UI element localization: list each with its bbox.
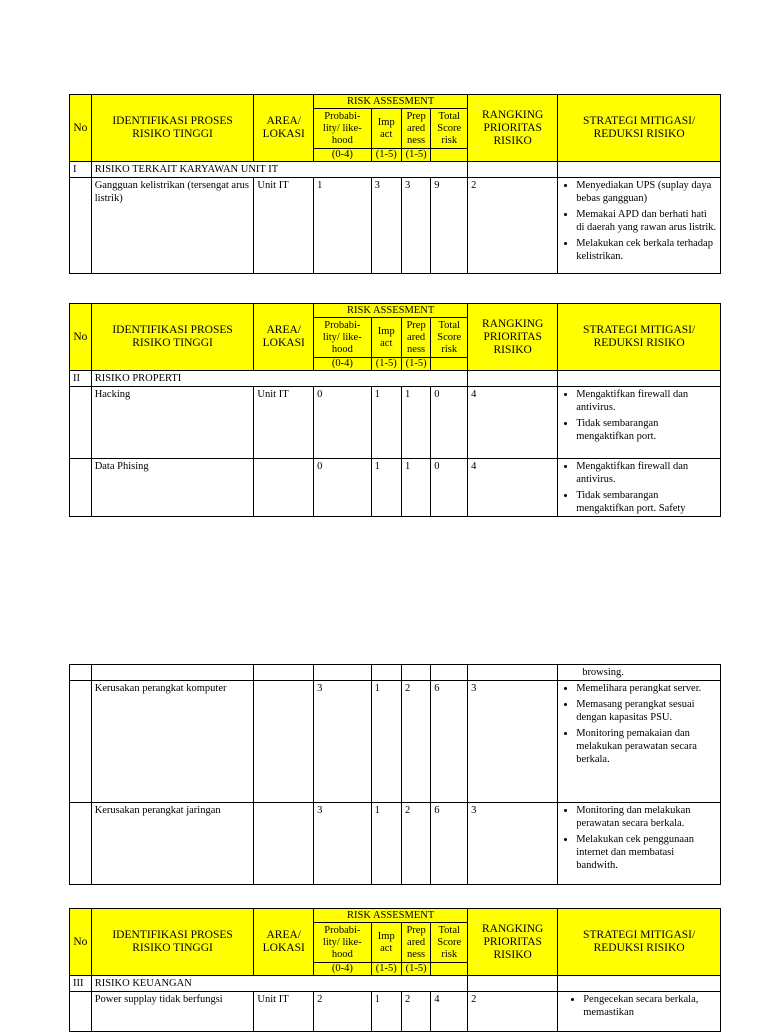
header-imp: Imp act (371, 923, 401, 963)
risk-name: Gangguan kelistrikan (tersengat arus listrik) (91, 178, 254, 274)
section-row (70, 371, 721, 387)
section-title: RISIKO KEUANGAN (91, 976, 467, 992)
table-row (70, 387, 721, 459)
risk-table-2 (69, 303, 721, 517)
risk-name: Kerusakan perangkat jaringan (91, 803, 254, 885)
risk-name: Kerusakan perangkat komputer (91, 681, 254, 803)
section-title: RISIKO TERKAIT KARYAWAN UNIT IT (91, 162, 467, 178)
header-total-empty (431, 963, 468, 976)
mitigasi-item: • Mengaktifkan firewall dan antivirus. (576, 388, 717, 414)
risk-mitigasi (558, 803, 721, 885)
risk-name: Data Phising (91, 459, 254, 517)
header-rangking: RANGKING PRIORITAS RISIKO (468, 95, 558, 162)
risk-table-3 (69, 908, 721, 1032)
table-row (70, 681, 721, 803)
risk-rank: 3 (468, 681, 558, 803)
header-prep-range: (1-5) (401, 149, 430, 162)
header-prep: Prep ared ness (401, 923, 430, 963)
risk-prep: 3 (401, 178, 430, 274)
mitigasi-item: • Menyediakan UPS (suplay daya bebas gangguan) (576, 179, 717, 205)
risk-imp: 1 (371, 992, 401, 1032)
risk-mitigasi (558, 387, 721, 459)
mitigasi-item: • Monitoring dan melakukan perawatan secara berkala. (576, 804, 717, 830)
header-imp-range: (1-5) (371, 149, 401, 162)
risk-rank: 4 (468, 459, 558, 517)
risk-name: Power supplay tidak berfungsi (91, 992, 254, 1032)
header-risk-assesment: RISK ASSESMENT (314, 95, 468, 109)
header-strategi: STRATEGI MITIGASI/ REDUKSI RISIKO (558, 909, 721, 976)
risk-area: Unit IT (254, 178, 314, 274)
risk-area (254, 681, 314, 803)
risk-total: 6 (431, 681, 468, 803)
risk-total: 9 (431, 178, 468, 274)
risk-imp: 1 (371, 387, 401, 459)
header-prob: Probabi-lity/ like-hood (314, 923, 372, 963)
header-prep-range: (1-5) (401, 963, 430, 976)
mitigasi-item: • Memakai APD dan berhati hati di daerah yang rawan arus listrik. (576, 208, 717, 234)
mitigasi-item: • Melakukan cek berkala terhadap kelistrikan. (576, 237, 717, 263)
risk-rank: 2 (468, 992, 558, 1032)
header-risk-assesment: RISK ASSESMENT (314, 304, 468, 318)
header-prep: Prep ared ness (401, 109, 430, 149)
header-prob-range: (0-4) (314, 149, 372, 162)
mitigasi-item: • Monitoring pemakaian dan melakukan perawatan secara berkala. (576, 727, 717, 766)
header-prep: Prep ared ness (401, 318, 430, 358)
risk-prep: 1 (401, 387, 430, 459)
risk-imp: 1 (371, 459, 401, 517)
header-strategi: STRATEGI MITIGASI/ REDUKSI RISIKO (558, 304, 721, 371)
risk-table-continuation (69, 664, 721, 885)
table-row (70, 178, 721, 274)
risk-rank: 2 (468, 178, 558, 274)
risk-prep: 1 (401, 459, 430, 517)
risk-area: Unit IT (254, 387, 314, 459)
mitigasi-item: • Memasang perangkat sesuai dengan kapasitas PSU. (576, 698, 717, 724)
mitigasi-item: • Mengaktifkan firewall dan antivirus. (576, 460, 717, 486)
header-imp-range: (1-5) (371, 358, 401, 371)
header-prob: Probabi-lity/ like-hood (314, 318, 372, 358)
risk-rank: 4 (468, 387, 558, 459)
section-row (70, 976, 721, 992)
risk-prob: 0 (314, 459, 372, 517)
risk-area: Unit IT (254, 992, 314, 1032)
header-no: No (70, 95, 92, 162)
mitigasi-item: • Tidak sembarangan mengaktifkan port. Safety (576, 489, 717, 515)
header-rangking: RANGKING PRIORITAS RISIKO (468, 909, 558, 976)
risk-imp: 1 (371, 681, 401, 803)
risk-prep: 2 (401, 681, 430, 803)
header-imp-range: (1-5) (371, 963, 401, 976)
table-row (70, 459, 721, 517)
risk-prob: 3 (314, 681, 372, 803)
risk-total: 0 (431, 459, 468, 517)
header-imp: Imp act (371, 318, 401, 358)
header-no: No (70, 909, 92, 976)
continuation-text: browsing. (558, 665, 721, 681)
risk-prob: 1 (314, 178, 372, 274)
risk-total: 6 (431, 803, 468, 885)
risk-prob: 2 (314, 992, 372, 1032)
risk-area (254, 459, 314, 517)
header-risk-assesment: RISK ASSESMENT (314, 909, 468, 923)
mitigasi-item: • Tidak sembarangan mengaktifkan port. (576, 417, 717, 443)
section-title: RISIKO PROPERTI (91, 371, 467, 387)
table-row (70, 803, 721, 885)
header-prob-range: (0-4) (314, 358, 372, 371)
section-row (70, 162, 721, 178)
header-prep-range: (1-5) (401, 358, 430, 371)
header-strategi: STRATEGI MITIGASI/ REDUKSI RISIKO (558, 95, 721, 162)
header-area: AREA/ LOKASI (254, 909, 314, 976)
header-prob: Probabi-lity/ like-hood (314, 109, 372, 149)
risk-mitigasi (558, 178, 721, 274)
header-total-empty (431, 149, 468, 162)
mitigasi-item: • Melakukan cek penggunaan internet dan membatasi bandwith. (576, 833, 717, 872)
section-no: III (70, 976, 92, 992)
risk-total: 0 (431, 387, 468, 459)
risk-area (254, 803, 314, 885)
header-total-empty (431, 358, 468, 371)
header-prob-range: (0-4) (314, 963, 372, 976)
table-row (70, 992, 721, 1032)
header-rangking: RANGKING PRIORITAS RISIKO (468, 304, 558, 371)
risk-prob: 0 (314, 387, 372, 459)
header-identifikasi: IDENTIFIKASI PROSES RISIKO TINGGI (91, 909, 254, 976)
header-imp: Imp act (371, 109, 401, 149)
risk-table-1 (69, 94, 721, 274)
risk-rank: 3 (468, 803, 558, 885)
risk-name: Hacking (91, 387, 254, 459)
section-no: II (70, 371, 92, 387)
risk-mitigasi (558, 992, 721, 1032)
mitigasi-item: • Pengecekan secara berkala, memastikan (583, 993, 717, 1019)
mitigasi-item: • Memelihara perangkat server. (576, 682, 717, 695)
header-total: Total Score risk (431, 318, 468, 358)
risk-total: 4 (431, 992, 468, 1032)
risk-prep: 2 (401, 992, 430, 1032)
header-identifikasi: IDENTIFIKASI PROSES RISIKO TINGGI (91, 304, 254, 371)
header-area: AREA/ LOKASI (254, 304, 314, 371)
header-no: No (70, 304, 92, 371)
header-identifikasi: IDENTIFIKASI PROSES RISIKO TINGGI (91, 95, 254, 162)
header-area: AREA/ LOKASI (254, 95, 314, 162)
risk-imp: 1 (371, 803, 401, 885)
risk-prep: 2 (401, 803, 430, 885)
continuation-row (70, 665, 721, 681)
section-no: I (70, 162, 92, 178)
risk-mitigasi (558, 681, 721, 803)
risk-mitigasi (558, 459, 721, 517)
risk-prob: 3 (314, 803, 372, 885)
risk-imp: 3 (371, 178, 401, 274)
header-total: Total Score risk (431, 109, 468, 149)
header-total: Total Score risk (431, 923, 468, 963)
